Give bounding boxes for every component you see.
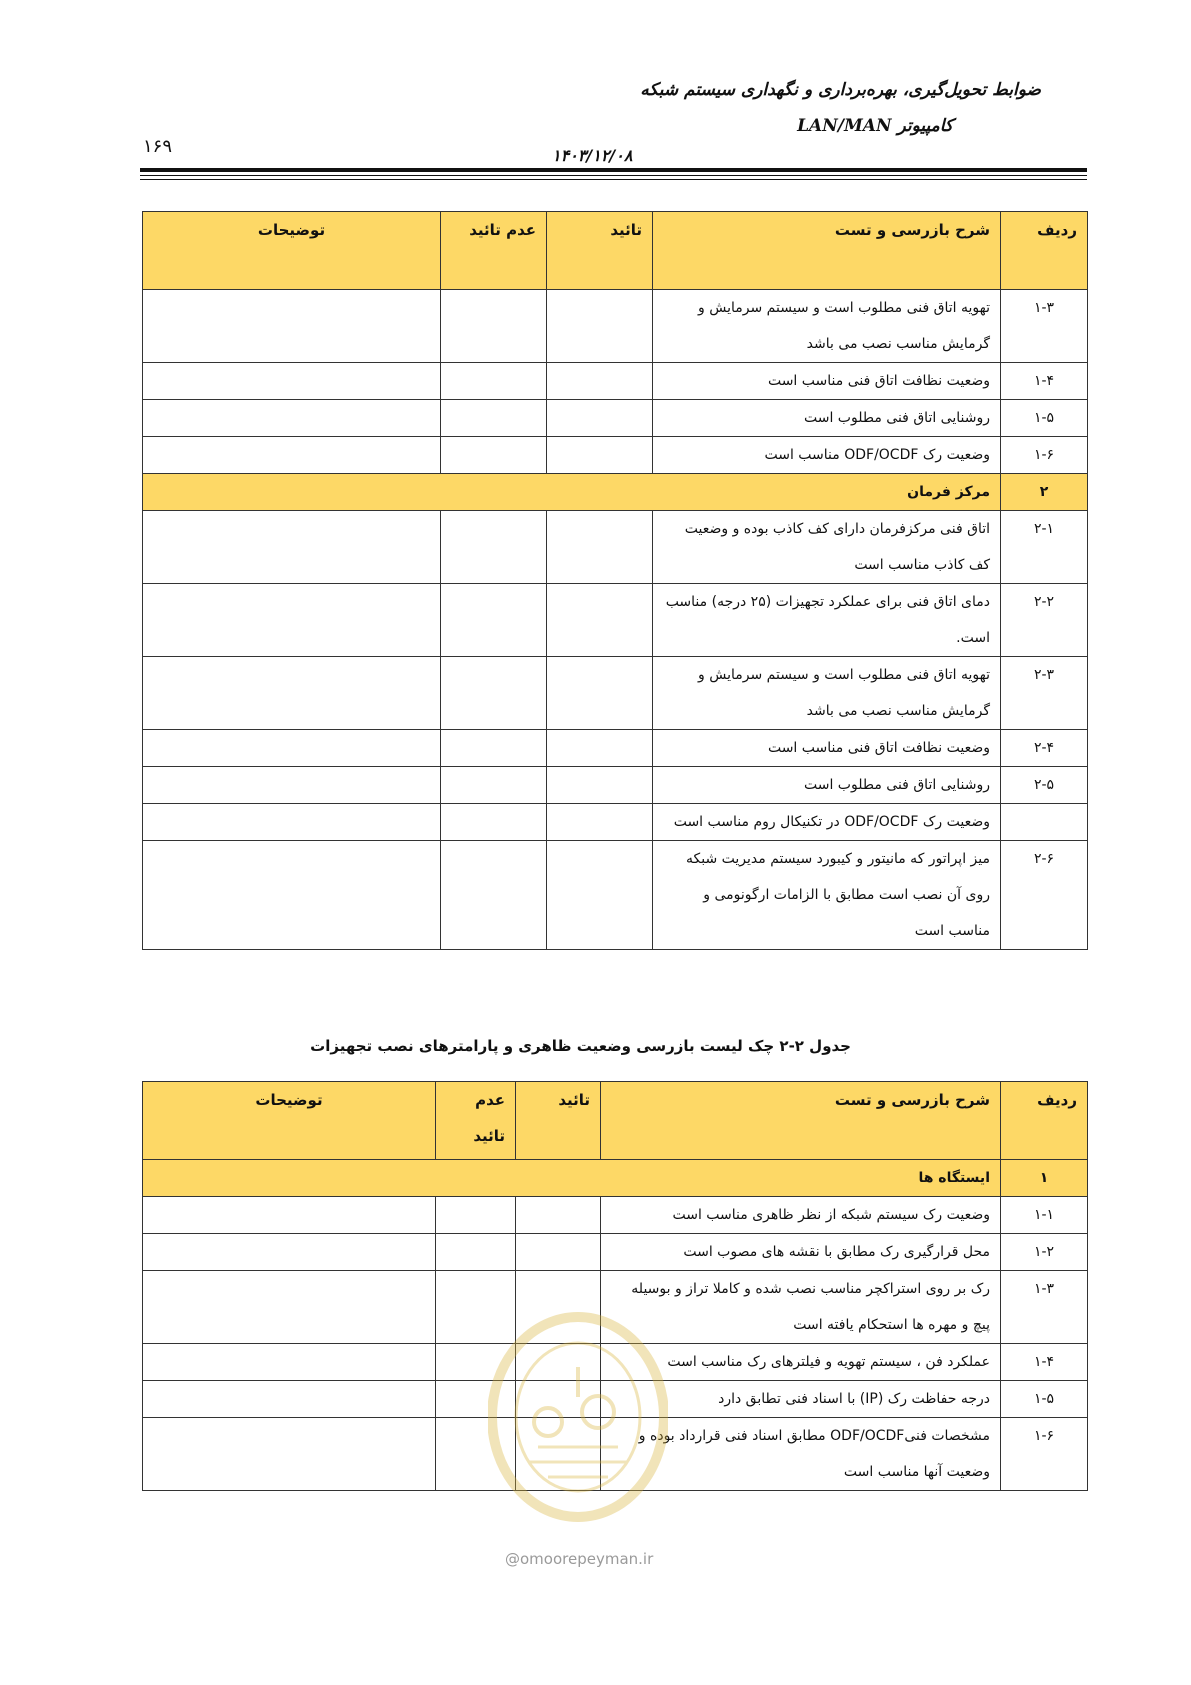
inspection-description: عملکرد فن ، سیستم تهویه و فیلترهای رک مناسب است	[601, 1344, 1001, 1381]
table-row	[143, 767, 1088, 804]
section-title: ایستگاه ها	[143, 1160, 1001, 1197]
col-header-notes: توضیحات	[143, 1082, 436, 1160]
table-header-row	[143, 212, 1088, 290]
approved-cell[interactable]	[547, 363, 653, 400]
inspection-description: میز اپراتور که مانیتور و کیبورد سیستم مدیریت شبکه روی آن نصب است مطابق با الزامات ارگونومی و مناسب است	[653, 841, 1001, 950]
notes-cell[interactable]	[143, 363, 441, 400]
row-number: ۱-۶	[1001, 1418, 1088, 1491]
row-number: ۲-۴	[1001, 730, 1088, 767]
not-approved-cell[interactable]	[441, 584, 547, 657]
col-header-not-approved: عدم تائید	[441, 212, 547, 290]
document-title: ضوابط تحویل‌گیری، بهره‌برداری و نگهداری سیستم شبکه	[640, 80, 1041, 100]
notes-cell[interactable]	[143, 1344, 436, 1381]
inspection-description: وضعیت رک ODF/OCDF مناسب است	[653, 437, 1001, 474]
row-number: ۱-۵	[1001, 1381, 1088, 1418]
inspection-description: اتاق فنی مرکزفرمان دارای کف کاذب بوده و وضعیت کف کاذب مناسب است	[653, 511, 1001, 584]
table-row	[143, 511, 1088, 584]
notes-cell[interactable]	[143, 1234, 436, 1271]
row-number: ۱-۲	[1001, 1234, 1088, 1271]
table-row	[143, 804, 1088, 841]
col-header-notes: توضیحات	[143, 212, 441, 290]
inspection-description: دمای اتاق فنی برای عملکرد تجهیزات (۲۵ درجه) مناسب است.	[653, 584, 1001, 657]
inspection-description: درجه حفاظت رک (IP) با اسناد فنی تطابق دارد	[601, 1381, 1001, 1418]
row-number: ۱-۵	[1001, 400, 1088, 437]
row-number: ۲-۶	[1001, 841, 1088, 950]
inspection-description: روشنایی اتاق فنی مطلوب است	[653, 400, 1001, 437]
notes-cell[interactable]	[143, 767, 441, 804]
row-number: ۱-۶	[1001, 437, 1088, 474]
col-header-approved: تائید	[547, 212, 653, 290]
section-title: مرکز فرمان	[143, 474, 1001, 511]
approved-cell[interactable]	[547, 400, 653, 437]
row-number: ۲-۵	[1001, 767, 1088, 804]
col-header-not-approved: عدم تائید	[436, 1082, 516, 1160]
document-subtitle: کامپیوتر LAN/MAN	[797, 116, 953, 136]
notes-cell[interactable]	[143, 1271, 436, 1344]
table-row	[143, 584, 1088, 657]
section-row	[143, 1160, 1088, 1197]
notes-cell[interactable]	[143, 657, 441, 730]
inspection-description: تهویه اتاق فنی مطلوب است و سیستم سرمایش و گرمایش مناسب نصب می باشد	[653, 290, 1001, 363]
table-row	[143, 400, 1088, 437]
not-approved-cell[interactable]	[441, 511, 547, 584]
approved-cell[interactable]	[516, 1197, 601, 1234]
col-header-approved: تائید	[516, 1082, 601, 1160]
not-approved-cell[interactable]	[436, 1197, 516, 1234]
notes-cell[interactable]	[143, 1197, 436, 1234]
notes-cell[interactable]	[143, 400, 441, 437]
row-number: ۲-۳	[1001, 657, 1088, 730]
table-row	[143, 657, 1088, 730]
section-row	[143, 474, 1088, 511]
table-row	[143, 437, 1088, 474]
watermark-seal-image	[488, 1312, 668, 1522]
not-approved-cell[interactable]	[441, 730, 547, 767]
row-number: ۱-۴	[1001, 363, 1088, 400]
approved-cell[interactable]	[547, 804, 653, 841]
notes-cell[interactable]	[143, 584, 441, 657]
col-header-row: ردیف	[1001, 1082, 1088, 1160]
not-approved-cell[interactable]	[441, 804, 547, 841]
approved-cell[interactable]	[547, 730, 653, 767]
approved-cell[interactable]	[547, 841, 653, 950]
table-row	[143, 363, 1088, 400]
notes-cell[interactable]	[143, 804, 441, 841]
row-number: ۱-۳	[1001, 290, 1088, 363]
row-number: ۱-۱	[1001, 1197, 1088, 1234]
inspection-description: وضعیت رک ODF/OCDF در تکنیکال روم مناسب است	[653, 804, 1001, 841]
not-approved-cell[interactable]	[441, 290, 547, 363]
approved-cell[interactable]	[516, 1234, 601, 1271]
row-number: ۲-۲	[1001, 584, 1088, 657]
header-rule-thin	[140, 175, 1087, 176]
not-approved-cell[interactable]	[441, 767, 547, 804]
row-number: ۱-۳	[1001, 1271, 1088, 1344]
notes-cell[interactable]	[143, 730, 441, 767]
notes-cell[interactable]	[143, 437, 441, 474]
table-header-row	[143, 1082, 1088, 1160]
col-header-row: ردیف	[1001, 212, 1088, 290]
page-number: ۱۶۹	[143, 136, 173, 157]
inspection-description: وضعیت رک سیستم شبکه از نظر ظاهری مناسب است	[601, 1197, 1001, 1234]
not-approved-cell[interactable]	[441, 363, 547, 400]
not-approved-cell[interactable]	[441, 657, 547, 730]
header-rule-thick	[140, 168, 1087, 172]
approved-cell[interactable]	[547, 290, 653, 363]
inspection-description: مشخصات فنیODF/OCDF مطابق اسناد فنی قرارداد بوده و وضعیت آنها مناسب است	[601, 1418, 1001, 1491]
not-approved-cell[interactable]	[441, 437, 547, 474]
row-number: ۱-۴	[1001, 1344, 1088, 1381]
notes-cell[interactable]	[143, 841, 441, 950]
inspection-description: محل قرارگیری رک مطابق با نقشه های مصوب است	[601, 1234, 1001, 1271]
table-row	[143, 290, 1088, 363]
section-number: ۲	[1001, 474, 1088, 511]
approved-cell[interactable]	[547, 437, 653, 474]
inspection-description: رک بر روی استراکچر مناسب نصب شده و کاملا تراز و بوسیله پیچ و مهره ها استحکام یافته است	[601, 1271, 1001, 1344]
table-row	[143, 730, 1088, 767]
inspection-description: تهویه اتاق فنی مطلوب است و سیستم سرمایش و گرمایش مناسب نصب می باشد	[653, 657, 1001, 730]
inspection-description: وضعیت نظافت اتاق فنی مناسب است	[653, 730, 1001, 767]
table-2-caption: جدول ۲-۲ چک لیست بازرسی وضعیت ظاهری و پارامترهای نصب تجهیزات	[310, 1037, 851, 1055]
approved-cell[interactable]	[547, 767, 653, 804]
approved-cell[interactable]	[547, 657, 653, 730]
table-row	[143, 1234, 1088, 1271]
table-row	[143, 1197, 1088, 1234]
table-row	[143, 841, 1088, 950]
row-number: ۲-۱	[1001, 511, 1088, 584]
row-number	[1001, 804, 1088, 841]
notes-cell[interactable]	[143, 290, 441, 363]
inspection-description: وضعیت نظافت اتاق فنی مناسب است	[653, 363, 1001, 400]
notes-cell[interactable]	[143, 511, 441, 584]
not-approved-cell[interactable]	[436, 1234, 516, 1271]
col-header-description: شرح بازرسی و تست	[601, 1082, 1001, 1160]
approved-cell[interactable]	[547, 584, 653, 657]
not-approved-cell[interactable]	[441, 841, 547, 950]
watermark-url: @omoorepeyman.ir	[505, 1550, 654, 1568]
inspection-description: روشنایی اتاق فنی مطلوب است	[653, 767, 1001, 804]
not-approved-cell[interactable]	[441, 400, 547, 437]
notes-cell[interactable]	[143, 1418, 436, 1491]
notes-cell[interactable]	[143, 1381, 436, 1418]
approved-cell[interactable]	[547, 511, 653, 584]
col-header-description: شرح بازرسی و تست	[653, 212, 1001, 290]
section-number: ۱	[1001, 1160, 1088, 1197]
document-date: ۱۴۰۳/۱۲/۰۸	[552, 146, 633, 165]
header-rule-thin-2	[140, 179, 1087, 180]
checklist-table-1	[142, 211, 1088, 950]
